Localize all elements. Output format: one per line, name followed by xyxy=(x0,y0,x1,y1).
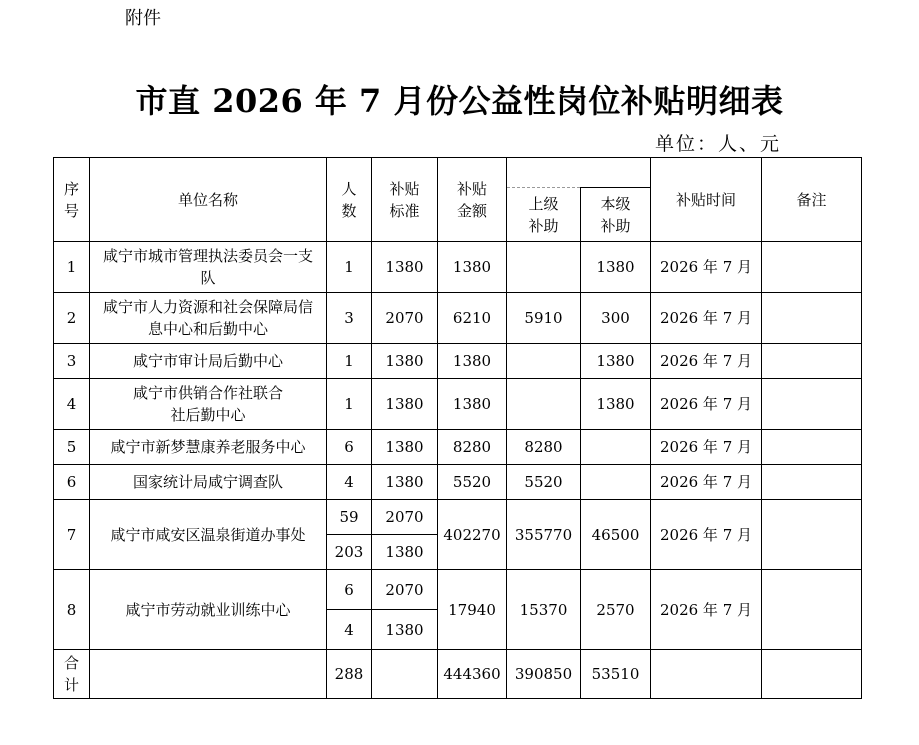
row-local: 300 xyxy=(581,293,651,344)
table-row xyxy=(54,500,862,535)
row-time: 2026 年 7 月 xyxy=(651,293,762,344)
table-row xyxy=(54,430,862,465)
row-standard: 1380 xyxy=(372,610,438,650)
table-row xyxy=(54,570,862,610)
row-standard: 2070 xyxy=(372,570,438,610)
row-local: 1380 xyxy=(581,242,651,293)
total-org xyxy=(90,650,327,699)
row-upper xyxy=(507,344,581,379)
row-note xyxy=(762,430,862,465)
row-standard: 2070 xyxy=(372,500,438,535)
total-amount: 444360 xyxy=(438,650,507,699)
row-upper: 355770 xyxy=(507,500,581,570)
row-time: 2026 年 7 月 xyxy=(651,465,762,500)
row-standard: 1380 xyxy=(372,535,438,570)
header-subsidy-group xyxy=(507,158,651,188)
row-local: 1380 xyxy=(581,379,651,430)
page-title: 市直 2026 年 7 月份公益性岗位补贴明细表 xyxy=(135,82,784,120)
row-index: 1 xyxy=(54,242,90,293)
header-note: 备注 xyxy=(762,158,862,242)
row-standard: 1380 xyxy=(372,379,438,430)
total-upper: 390850 xyxy=(507,650,581,699)
row-standard: 1380 xyxy=(372,344,438,379)
attachment-label: 附件 xyxy=(125,8,161,29)
row-upper xyxy=(507,379,581,430)
row-count: 4 xyxy=(327,465,372,500)
row-upper: 8280 xyxy=(507,430,581,465)
row-count: 203 xyxy=(327,535,372,570)
row-org: 咸宁市人力资源和社会保障局信息中心和后勤中心 xyxy=(90,293,327,344)
row-note xyxy=(762,570,862,650)
row-standard: 1380 xyxy=(372,465,438,500)
row-index: 7 xyxy=(54,500,90,570)
row-note xyxy=(762,293,862,344)
table-row xyxy=(54,344,862,379)
row-standard: 2070 xyxy=(372,293,438,344)
row-org: 咸宁市审计局后勤中心 xyxy=(90,344,327,379)
row-local xyxy=(581,465,651,500)
row-local xyxy=(581,430,651,465)
row-index: 4 xyxy=(54,379,90,430)
row-index: 3 xyxy=(54,344,90,379)
table-row xyxy=(54,293,862,344)
row-upper: 15370 xyxy=(507,570,581,650)
row-count: 6 xyxy=(327,430,372,465)
total-local: 53510 xyxy=(581,650,651,699)
row-amount: 1380 xyxy=(438,242,507,293)
row-local: 1380 xyxy=(581,344,651,379)
unit-label: 单位：人、元 xyxy=(655,133,782,155)
row-note xyxy=(762,465,862,500)
row-amount: 17940 xyxy=(438,570,507,650)
row-note xyxy=(762,500,862,570)
subsidy-table xyxy=(53,157,862,699)
row-count: 4 xyxy=(327,610,372,650)
table-row xyxy=(54,465,862,500)
row-amount: 5520 xyxy=(438,465,507,500)
row-count: 3 xyxy=(327,293,372,344)
header-index: 序 号 xyxy=(54,158,90,242)
row-index: 6 xyxy=(54,465,90,500)
table-row xyxy=(54,379,862,430)
row-note xyxy=(762,242,862,293)
row-time: 2026 年 7 月 xyxy=(651,242,762,293)
row-amount: 1380 xyxy=(438,344,507,379)
total-label: 合 计 xyxy=(54,650,90,699)
row-amount: 1380 xyxy=(438,379,507,430)
row-count: 1 xyxy=(327,379,372,430)
row-org: 咸宁市咸安区温泉街道办事处 xyxy=(90,500,327,570)
row-standard: 1380 xyxy=(372,242,438,293)
row-org: 咸宁市新梦慧康养老服务中心 xyxy=(90,430,327,465)
total-row xyxy=(54,650,862,699)
row-time: 2026 年 7 月 xyxy=(651,430,762,465)
header-amount: 补贴 金额 xyxy=(438,158,507,242)
row-time: 2026 年 7 月 xyxy=(651,344,762,379)
row-amount: 8280 xyxy=(438,430,507,465)
header-local: 本级 补助 xyxy=(581,188,651,242)
total-time xyxy=(651,650,762,699)
row-standard: 1380 xyxy=(372,430,438,465)
row-amount: 402270 xyxy=(438,500,507,570)
row-time: 2026 年 7 月 xyxy=(651,570,762,650)
row-upper xyxy=(507,242,581,293)
row-org: 咸宁市劳动就业训练中心 xyxy=(90,570,327,650)
row-time: 2026 年 7 月 xyxy=(651,379,762,430)
row-index: 5 xyxy=(54,430,90,465)
row-time: 2026 年 7 月 xyxy=(651,500,762,570)
row-count: 1 xyxy=(327,242,372,293)
header-upper: 上级 补助 xyxy=(507,188,581,242)
row-local: 2570 xyxy=(581,570,651,650)
row-org: 国家统计局咸宁调查队 xyxy=(90,465,327,500)
row-count: 59 xyxy=(327,500,372,535)
row-org: 咸宁市城市管理执法委员会一支队 xyxy=(90,242,327,293)
row-note xyxy=(762,344,862,379)
row-index: 8 xyxy=(54,570,90,650)
header-time: 补贴时间 xyxy=(651,158,762,242)
header-standard: 补贴 标准 xyxy=(372,158,438,242)
total-count: 288 xyxy=(327,650,372,699)
row-count: 1 xyxy=(327,344,372,379)
header-count: 人 数 xyxy=(327,158,372,242)
row-index: 2 xyxy=(54,293,90,344)
row-note xyxy=(762,379,862,430)
row-upper: 5910 xyxy=(507,293,581,344)
row-org: 咸宁市供销合作社联合社后勤中心 xyxy=(90,379,327,430)
row-upper: 5520 xyxy=(507,465,581,500)
total-standard xyxy=(372,650,438,699)
total-note xyxy=(762,650,862,699)
table-row xyxy=(54,242,862,293)
row-amount: 6210 xyxy=(438,293,507,344)
header-org: 单位名称 xyxy=(90,158,327,242)
row-count: 6 xyxy=(327,570,372,610)
row-local: 46500 xyxy=(581,500,651,570)
